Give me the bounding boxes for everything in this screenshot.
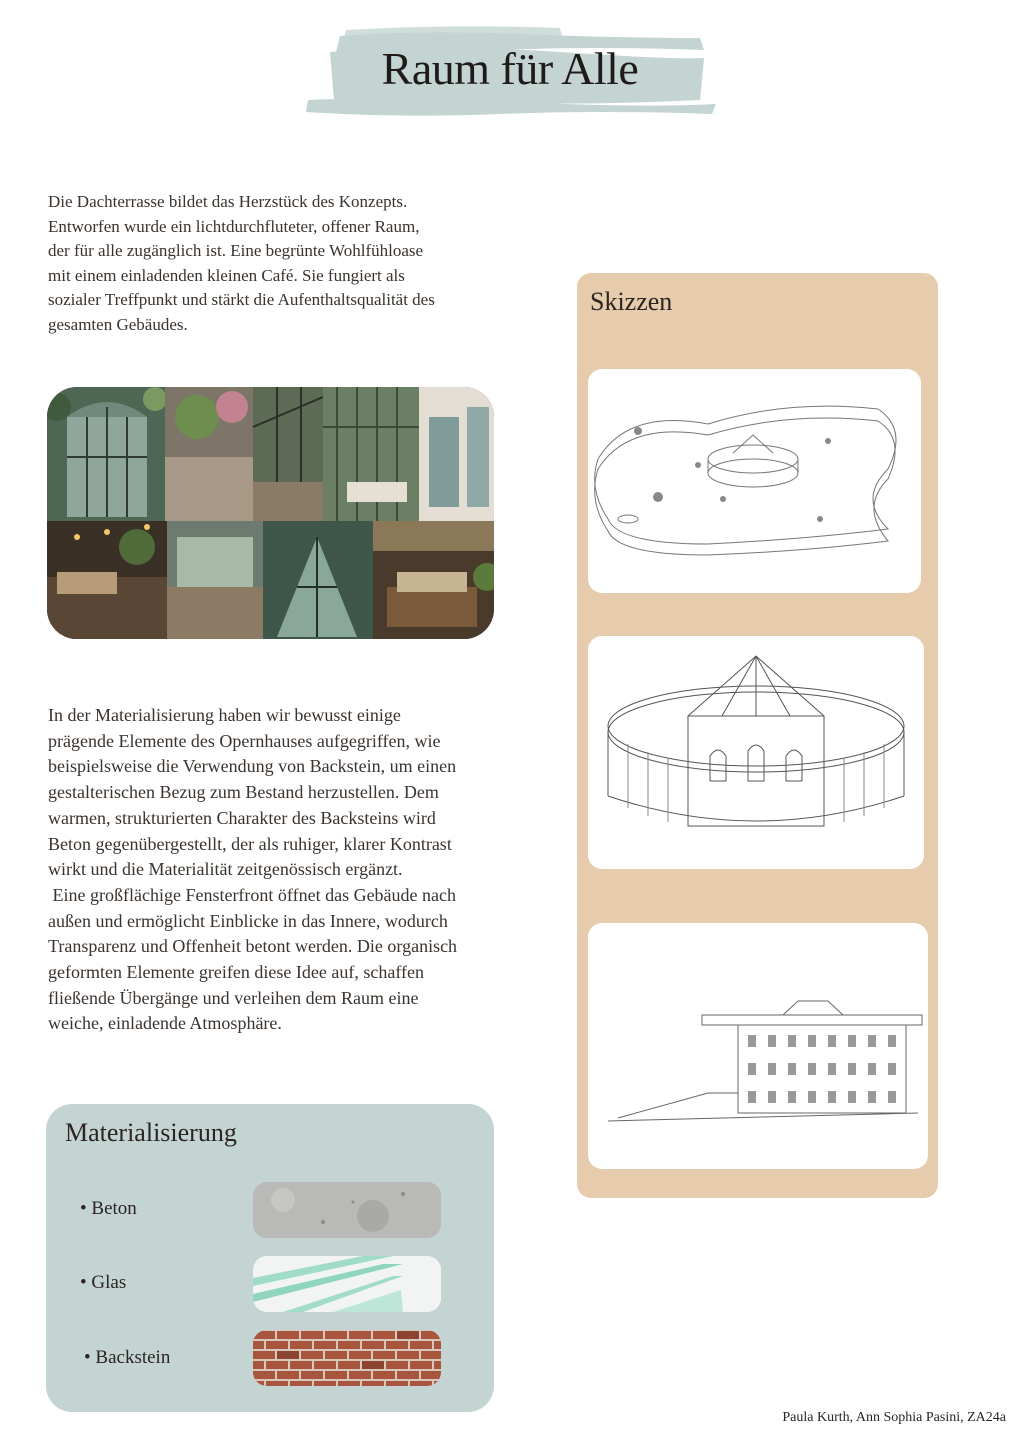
body-line: prägende Elemente des Opernhauses aufgegriffen, wie [48,730,441,751]
body-line: Beton gegenübergestellt, der als ruhiger, klarer Kontrast [48,833,452,854]
body-line: fließende Übergänge und verleihen dem Raum eine [48,987,419,1008]
author-credits: Paula Kurth, Ann Sophia Pasini, ZA24a [782,1410,1006,1425]
body-line: gestalterischen Bezug zum Bestand herzustellen. Dem [48,782,439,803]
title-banner [300,22,720,122]
materialization-paragraph [48,703,518,1037]
body-line: außen und ermöglicht Einblicke in das Innere, wodurch [48,910,448,931]
body-line: In der Materialisierung haben wir bewusst einige [48,705,401,725]
intro-line: gesamten Gebäudes. [48,314,188,334]
sketch-rooftop-plan [588,369,921,593]
body-line: beispielsweise die Verwendung von Backstein, um einen [48,756,457,777]
sketch-building-elevation [588,923,928,1169]
body-line: wirkt und die Materialität zeitgenössisch ergänzt. [48,859,403,880]
page-title: Raum für Alle [381,43,639,94]
glass-swatch [253,1256,441,1312]
body-line: Eine großflächige Fensterfront öffnet das Gebäude nach [48,884,457,905]
intro-line: Entworfen wurde ein lichtdurchfluteter, offener Raum, [48,216,420,236]
material-label-beton: • Beton [80,1198,137,1219]
materials-heading: Materialisierung [65,1118,237,1147]
sketches-panel [577,273,938,1198]
body-line: warmen, strukturierten Charakter des Backsteins wird [48,807,436,828]
intro-line: sozialer Treffpunkt und stärkt die Aufenthaltsqualität des [48,290,435,310]
intro-line: Die Dachterrasse bildet das Herzstück des Konzepts. [48,192,408,211]
body-line: weiche, einladende Atmosphäre. [48,1013,282,1034]
body-line: Transparenz und Offenheit betont werden. Die organisch [48,936,458,957]
body-line: geformten Elemente greifen diese Idee auf, schaffen [48,962,424,983]
intro-line: mit einem einladenden kleinen Café. Sie fungiert als [48,265,405,285]
material-label-glas: • Glas [80,1272,127,1293]
material-label-backstein: • Backstein [84,1347,171,1368]
materials-panel [46,1104,494,1412]
intro-paragraph [48,190,518,338]
sketch-pavilion-perspective [588,636,924,869]
moodboard-collage [47,387,494,639]
brick-swatch [253,1330,441,1386]
sketches-heading: Skizzen [590,287,673,316]
intro-line: der für alle zugänglich ist. Eine begrünte Wohlfühloase [48,241,424,261]
concrete-swatch [253,1182,441,1238]
